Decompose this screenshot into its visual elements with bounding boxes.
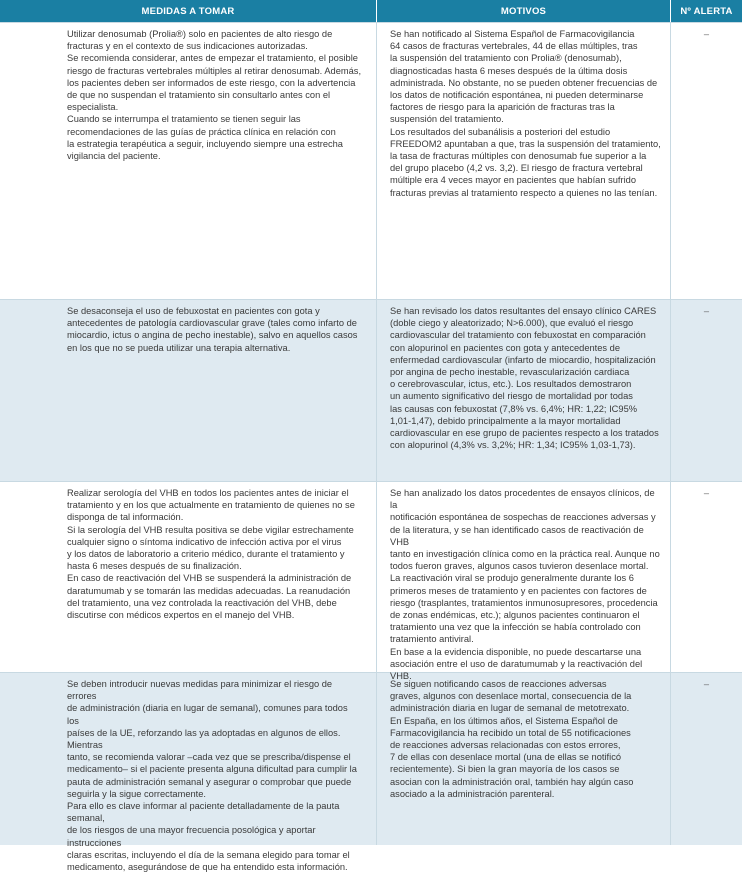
cell-motivos: Se han revisado los datos resultantes del ensayo clínico CARES (doble ciego y aleatorizado; N>6.000), que evaluó el riesgo cardiovascular del tratamiento con febuxostat en comparación con alopurinol en pacientes con gota y antecedentes de enfermedad cardiovascular (infarto de miocardio, hospitalización por angina de pecho inestable, revascularización cardiaca o cerebrovascular, ictus, etc.). Los resultados demostraron un aumento significativo del riesgo de mortalidad por todas las causas con febuxostat (7,8% vs. 6,4%; HR: 1,22; IC95% 1,01-1,47), debido principalmente a la mayor mortalidad cardiovascular en ese grupo de pacientes respecto a los tratados con alopurinol (4,3% vs. 3,2%; HR: 1,34; IC95% 1,03-1,73). <box>377 300 671 481</box>
cell-medidas: Se desaconseja el uso de febuxostat en pacientes con gota y antecedentes de patología cardiovascular grave (tales como infarto de miocardio, ictus o angina de pecho inestable), salvo en aquellos casos en los que no se pueda utilizar una terapia alternativa. <box>0 300 377 481</box>
cell-medidas: Se deben introducir nuevas medidas para minimizar el riesgo de errores de administración (diaria en lugar de semanal), comunes para todos los países de la UE, reforzando las ya adoptadas en algunos de ellos. Mientras tanto, se recomienda valorar –cada vez que se prescriba/dispense el medicamento– si el paciente presenta alguna dificultad para cumplir la pauta de administración semanal y asegurar o comprobar que puede seguirla y la sigue correctamente. Para ello es clave informar al paciente detalladamente de la pauta semanal, de los riesgos de una mayor frecuencia posológica y aportar instrucciones claras escritas, incluyendo el día de la semana elegido para tomar el medicamento, asegurándose de que ha entendido esta información. <box>0 673 377 845</box>
cell-medidas: Realizar serología del VHB en todos los pacientes antes de iniciar el tratamiento y en los que actualmente en tratamiento de quienes no se disponga de tal información. Si la serología del VHB resulta positiva se debe vigilar estrechamente cualquier signo o síntoma indicativo de infección activa por el virus y los datos de laboratorio a criterio médico, durante el tratamiento y hasta 6 meses después de su finalización. En caso de reactivación del VHB se suspenderá la administración de daratumumab y se tomarán las medidas adecuadas. La reanudación del tratamiento, una vez controlada la reactivación del VHB, debe discutirse con médicos expertos en el manejo del VHB. <box>0 482 377 672</box>
cell-alerta: – <box>703 306 710 316</box>
cell-motivos: Se han analizado los datos procedentes de ensayos clínicos, de la notificación espontánea de sospechas de reacciones adversas y de la literatura, y se han identificado casos de reactivación de VHB tanto en investigación clínica como en la práctica real. Aunque no todos fueron graves, algunos casos tuvieron desenlace mortal. La reactivación viral se produjo generalmente durante los 6 primeros meses de tratamiento y en pacientes con factores de riesgo (trasplantes, tratamientos inmunosupresores, procedencia de zonas endémicas, etc.); algunos pacientes continuaron el tratamiento una vez que la infección se había controlado con tratamiento antiviral. En base a la evidencia disponible, no puede descartarse una asociación entre el uso de daratumumab y la reactivación del VHB. <box>377 482 671 672</box>
cell-motivos: Se han notificado al Sistema Español de Farmacovigilancia 64 casos de fracturas vertebrales, 44 de ellas múltiples, tras la suspensión del tratamiento con Prolia® (denosumab), diagnosticadas hasta 6 meses después de la última dosis administrada. No obstante, no se pueden obtener frecuencias de los datos de notificación espontánea, ni pueden determinarse factores de riesgo para la aparición de fracturas tras la suspensión del tratamiento. Los resultados del subanálisis a posteriori del estudio FREEDOM2 apuntaban a que, tras la suspensión del tratamiento, la tasa de fracturas múltiples con denosumab fue superior a la del grupo placebo (4,2 vs. 3,2). El riesgo de fractura vertebral múltiple era 4 veces mayor en pacientes que habían sufrido fracturas previas al tratamiento respecto a quienes no las tenían. <box>377 23 671 299</box>
header-alerta: Nº ALERTA <box>680 5 733 17</box>
cell-medidas: Utilizar denosumab (Prolia®) solo en pacientes de alto riesgo de fracturas y en el contexto de sus indicaciones autorizadas. Se recomienda considerar, antes de empezar el tratamiento, el posible riesgo de fracturas vertebrales múltiples al retirar denosumab. Además, los pacientes deben ser informados de este riesgo, con la advertencia de que no suspendan el tratamiento sin consultarlo antes con el especialista. Cuando se interrumpa el tratamiento se tienen seguir las recomendaciones de las guías de práctica clínica en relación con la estrategia terapéutica a seguir, incluyendo siempre una estrecha vigilancia del paciente. <box>0 23 377 299</box>
table-row <box>0 299 742 481</box>
table-row <box>0 22 742 299</box>
table-row <box>0 672 742 873</box>
table-header <box>0 0 742 22</box>
table-row <box>0 481 742 682</box>
header-motivos: MOTIVOS <box>377 0 671 22</box>
cell-alerta: – <box>703 488 710 498</box>
cell-motivos: Se siguen notificando casos de reacciones adversas graves, algunos con desenlace mortal, consecuencia de la administración diaria en lugar de semanal de metotrexato. En España, en los últimos años, el Sistema Español de Farmacovigilancia ha recibido un total de 55 notificaciones de reacciones adversas relacionadas con estos errores, 7 de ellas con desenlace mortal (una de ellas se notificó recientemente). Si bien la gran mayoría de los casos se asocian con la administración oral, también hay algún caso asociado a la administración parenteral. <box>377 673 671 845</box>
cell-alerta: – <box>703 679 710 689</box>
cell-alerta: – <box>703 29 710 39</box>
header-medidas: MEDIDAS A TOMAR <box>0 0 377 22</box>
